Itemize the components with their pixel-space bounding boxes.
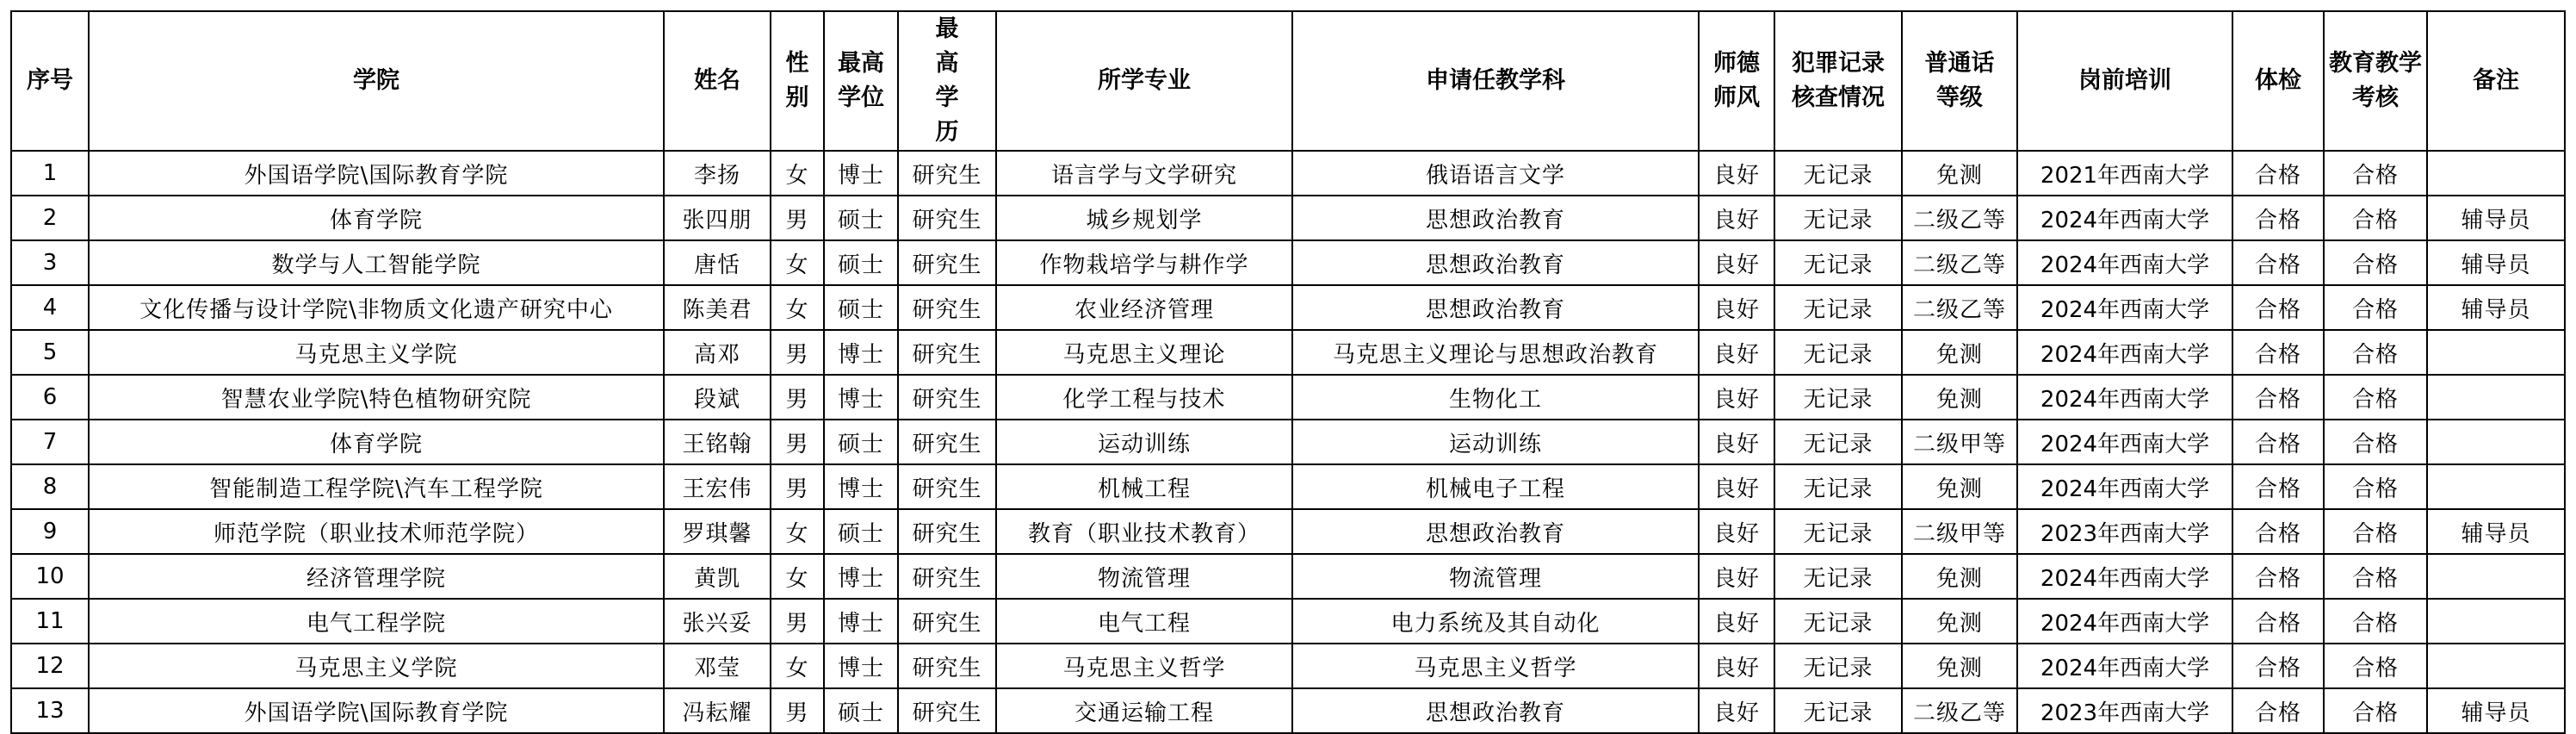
cell-mandarin-level: 二级乙等 xyxy=(1902,196,2017,240)
cell-major: 马克思主义哲学 xyxy=(996,644,1292,688)
cell-physical-exam: 合格 xyxy=(2232,554,2324,599)
cell-mandarin-level: 免测 xyxy=(1902,151,2017,196)
cell-criminal-record-check: 无记录 xyxy=(1774,509,1902,554)
table-row xyxy=(11,375,2565,420)
cell-physical-exam: 合格 xyxy=(2232,196,2324,240)
cell-gender: 女 xyxy=(771,644,824,688)
header-college: 学院 xyxy=(89,11,664,151)
cell-college: 电气工程学院 xyxy=(89,599,664,644)
cell-major: 农业经济管理 xyxy=(996,285,1292,330)
cell-physical-exam: 合格 xyxy=(2232,688,2324,733)
cell-remarks: 辅导员 xyxy=(2427,285,2565,330)
cell-teaching-assessment: 合格 xyxy=(2324,375,2427,420)
cell-ethics: 良好 xyxy=(1699,151,1774,196)
cell-pre-job-training: 2024年西南大学 xyxy=(2017,420,2232,464)
cell-education: 研究生 xyxy=(898,644,996,688)
cell-name: 冯耘耀 xyxy=(664,688,771,733)
cell-major: 交通运输工程 xyxy=(996,688,1292,733)
cell-index: 7 xyxy=(11,420,89,464)
cell-remarks xyxy=(2427,464,2565,509)
cell-education: 研究生 xyxy=(898,688,996,733)
cell-remarks xyxy=(2427,554,2565,599)
cell-pre-job-training: 2024年西南大学 xyxy=(2017,554,2232,599)
cell-physical-exam: 合格 xyxy=(2232,285,2324,330)
cell-gender: 男 xyxy=(771,688,824,733)
cell-physical-exam: 合格 xyxy=(2232,599,2324,644)
table-row xyxy=(11,554,2565,599)
cell-physical-exam: 合格 xyxy=(2232,240,2324,285)
table-row xyxy=(11,644,2565,688)
cell-teaching-assessment: 合格 xyxy=(2324,688,2427,733)
cell-gender: 男 xyxy=(771,196,824,240)
header-remarks: 备注 xyxy=(2427,11,2565,151)
cell-gender: 男 xyxy=(771,375,824,420)
cell-criminal-record-check: 无记录 xyxy=(1774,375,1902,420)
cell-physical-exam: 合格 xyxy=(2232,644,2324,688)
cell-education: 研究生 xyxy=(898,330,996,375)
table-row xyxy=(11,420,2565,464)
cell-gender: 男 xyxy=(771,330,824,375)
cell-major: 电气工程 xyxy=(996,599,1292,644)
cell-mandarin-level: 二级乙等 xyxy=(1902,285,2017,330)
cell-criminal-record-check: 无记录 xyxy=(1774,644,1902,688)
cell-ethics: 良好 xyxy=(1699,644,1774,688)
header-teaching-assessment: 教育教学考核 xyxy=(2324,11,2427,151)
header-ethics: 师德师风 xyxy=(1699,11,1774,151)
cell-college: 体育学院 xyxy=(89,420,664,464)
cell-teaching-subject: 思想政治教育 xyxy=(1292,240,1699,285)
cell-mandarin-level: 二级乙等 xyxy=(1902,240,2017,285)
cell-criminal-record-check: 无记录 xyxy=(1774,151,1902,196)
cell-mandarin-level: 免测 xyxy=(1902,599,2017,644)
cell-teaching-subject: 运动训练 xyxy=(1292,420,1699,464)
roster-table-wrapper xyxy=(10,10,2566,734)
cell-degree: 博士 xyxy=(824,644,898,688)
cell-index: 3 xyxy=(11,240,89,285)
cell-gender: 女 xyxy=(771,509,824,554)
cell-remarks xyxy=(2427,151,2565,196)
cell-major: 物流管理 xyxy=(996,554,1292,599)
cell-name: 罗琪馨 xyxy=(664,509,771,554)
cell-physical-exam: 合格 xyxy=(2232,464,2324,509)
cell-pre-job-training: 2024年西南大学 xyxy=(2017,464,2232,509)
cell-teaching-assessment: 合格 xyxy=(2324,554,2427,599)
cell-name: 张四朋 xyxy=(664,196,771,240)
cell-remarks xyxy=(2427,375,2565,420)
cell-degree: 博士 xyxy=(824,330,898,375)
cell-college: 智能制造工程学院\汽车工程学院 xyxy=(89,464,664,509)
cell-criminal-record-check: 无记录 xyxy=(1774,420,1902,464)
cell-mandarin-level: 免测 xyxy=(1902,330,2017,375)
cell-teaching-assessment: 合格 xyxy=(2324,509,2427,554)
cell-ethics: 良好 xyxy=(1699,509,1774,554)
cell-pre-job-training: 2021年西南大学 xyxy=(2017,151,2232,196)
cell-index: 10 xyxy=(11,554,89,599)
cell-teaching-assessment: 合格 xyxy=(2324,464,2427,509)
cell-mandarin-level: 二级甲等 xyxy=(1902,420,2017,464)
cell-name: 王宏伟 xyxy=(664,464,771,509)
cell-pre-job-training: 2024年西南大学 xyxy=(2017,330,2232,375)
cell-index: 13 xyxy=(11,688,89,733)
table-row xyxy=(11,509,2565,554)
cell-ethics: 良好 xyxy=(1699,285,1774,330)
cell-education: 研究生 xyxy=(898,420,996,464)
cell-college: 师范学院（职业技术师范学院） xyxy=(89,509,664,554)
cell-education: 研究生 xyxy=(898,196,996,240)
cell-education: 研究生 xyxy=(898,375,996,420)
cell-gender: 男 xyxy=(771,420,824,464)
header-major: 所学专业 xyxy=(996,11,1292,151)
cell-mandarin-level: 免测 xyxy=(1902,644,2017,688)
cell-teaching-subject: 电力系统及其自动化 xyxy=(1292,599,1699,644)
table-row xyxy=(11,285,2565,330)
header-physical-exam: 体检 xyxy=(2232,11,2324,151)
cell-index: 12 xyxy=(11,644,89,688)
cell-degree: 博士 xyxy=(824,554,898,599)
cell-gender: 男 xyxy=(771,599,824,644)
cell-name: 陈美君 xyxy=(664,285,771,330)
cell-degree: 硕士 xyxy=(824,509,898,554)
cell-remarks xyxy=(2427,330,2565,375)
cell-criminal-record-check: 无记录 xyxy=(1774,196,1902,240)
cell-physical-exam: 合格 xyxy=(2232,330,2324,375)
cell-education: 研究生 xyxy=(898,151,996,196)
cell-mandarin-level: 免测 xyxy=(1902,554,2017,599)
cell-teaching-assessment: 合格 xyxy=(2324,599,2427,644)
cell-pre-job-training: 2024年西南大学 xyxy=(2017,375,2232,420)
cell-physical-exam: 合格 xyxy=(2232,420,2324,464)
cell-index: 4 xyxy=(11,285,89,330)
cell-ethics: 良好 xyxy=(1699,240,1774,285)
header-index: 序号 xyxy=(11,11,89,151)
cell-ethics: 良好 xyxy=(1699,599,1774,644)
cell-pre-job-training: 2024年西南大学 xyxy=(2017,644,2232,688)
cell-mandarin-level: 二级甲等 xyxy=(1902,509,2017,554)
cell-ethics: 良好 xyxy=(1699,196,1774,240)
header-mandarin-level: 普通话等级 xyxy=(1902,11,2017,151)
cell-college: 经济管理学院 xyxy=(89,554,664,599)
cell-pre-job-training: 2024年西南大学 xyxy=(2017,196,2232,240)
cell-teaching-subject: 思想政治教育 xyxy=(1292,285,1699,330)
cell-education: 研究生 xyxy=(898,509,996,554)
cell-degree: 硕士 xyxy=(824,688,898,733)
table-row xyxy=(11,464,2565,509)
cell-index: 11 xyxy=(11,599,89,644)
table-body xyxy=(11,151,2565,733)
cell-criminal-record-check: 无记录 xyxy=(1774,599,1902,644)
cell-index: 5 xyxy=(11,330,89,375)
cell-name: 唐恬 xyxy=(664,240,771,285)
table-row xyxy=(11,151,2565,196)
cell-major: 作物栽培学与耕作学 xyxy=(996,240,1292,285)
cell-degree: 硕士 xyxy=(824,285,898,330)
cell-index: 9 xyxy=(11,509,89,554)
cell-teaching-assessment: 合格 xyxy=(2324,420,2427,464)
cell-teaching-assessment: 合格 xyxy=(2324,240,2427,285)
cell-major: 城乡规划学 xyxy=(996,196,1292,240)
cell-degree: 硕士 xyxy=(824,420,898,464)
cell-gender: 女 xyxy=(771,554,824,599)
cell-college: 马克思主义学院 xyxy=(89,330,664,375)
cell-teaching-assessment: 合格 xyxy=(2324,151,2427,196)
cell-education: 研究生 xyxy=(898,554,996,599)
cell-teaching-assessment: 合格 xyxy=(2324,196,2427,240)
cell-criminal-record-check: 无记录 xyxy=(1774,240,1902,285)
cell-physical-exam: 合格 xyxy=(2232,151,2324,196)
cell-college: 文化传播与设计学院\非物质文化遗产研究中心 xyxy=(89,285,664,330)
cell-degree: 硕士 xyxy=(824,240,898,285)
cell-physical-exam: 合格 xyxy=(2232,375,2324,420)
cell-remarks xyxy=(2427,644,2565,688)
cell-major: 化学工程与技术 xyxy=(996,375,1292,420)
cell-ethics: 良好 xyxy=(1699,420,1774,464)
cell-education: 研究生 xyxy=(898,599,996,644)
cell-college: 马克思主义学院 xyxy=(89,644,664,688)
cell-remarks: 辅导员 xyxy=(2427,688,2565,733)
cell-education: 研究生 xyxy=(898,285,996,330)
cell-ethics: 良好 xyxy=(1699,464,1774,509)
table-row xyxy=(11,240,2565,285)
cell-criminal-record-check: 无记录 xyxy=(1774,554,1902,599)
cell-remarks: 辅导员 xyxy=(2427,509,2565,554)
cell-physical-exam: 合格 xyxy=(2232,509,2324,554)
cell-major: 教育（职业技术教育） xyxy=(996,509,1292,554)
cell-index: 1 xyxy=(11,151,89,196)
cell-gender: 男 xyxy=(771,464,824,509)
cell-teaching-subject: 思想政治教育 xyxy=(1292,509,1699,554)
cell-name: 邓莹 xyxy=(664,644,771,688)
cell-degree: 博士 xyxy=(824,464,898,509)
cell-degree: 硕士 xyxy=(824,196,898,240)
cell-gender: 女 xyxy=(771,285,824,330)
cell-teaching-subject: 思想政治教育 xyxy=(1292,688,1699,733)
cell-criminal-record-check: 无记录 xyxy=(1774,330,1902,375)
cell-college: 外国语学院\国际教育学院 xyxy=(89,688,664,733)
cell-teaching-subject: 物流管理 xyxy=(1292,554,1699,599)
cell-remarks xyxy=(2427,599,2565,644)
cell-education: 研究生 xyxy=(898,464,996,509)
cell-pre-job-training: 2024年西南大学 xyxy=(2017,240,2232,285)
cell-ethics: 良好 xyxy=(1699,554,1774,599)
cell-ethics: 良好 xyxy=(1699,375,1774,420)
cell-gender: 女 xyxy=(771,240,824,285)
cell-ethics: 良好 xyxy=(1699,688,1774,733)
table-header-row xyxy=(11,11,2565,151)
cell-name: 高邓 xyxy=(664,330,771,375)
cell-major: 运动训练 xyxy=(996,420,1292,464)
header-name: 姓名 xyxy=(664,11,771,151)
cell-teaching-subject: 机械电子工程 xyxy=(1292,464,1699,509)
header-gender: 性别 xyxy=(771,11,824,151)
cell-teaching-subject: 马克思主义哲学 xyxy=(1292,644,1699,688)
cell-teaching-subject: 生物化工 xyxy=(1292,375,1699,420)
cell-criminal-record-check: 无记录 xyxy=(1774,464,1902,509)
cell-index: 2 xyxy=(11,196,89,240)
cell-college: 智慧农业学院\特色植物研究院 xyxy=(89,375,664,420)
cell-name: 段斌 xyxy=(664,375,771,420)
cell-name: 李扬 xyxy=(664,151,771,196)
cell-teaching-assessment: 合格 xyxy=(2324,644,2427,688)
cell-degree: 博士 xyxy=(824,599,898,644)
header-pre-job-training: 岗前培训 xyxy=(2017,11,2232,151)
cell-major: 机械工程 xyxy=(996,464,1292,509)
cell-pre-job-training: 2023年西南大学 xyxy=(2017,688,2232,733)
cell-teaching-subject: 俄语语言文学 xyxy=(1292,151,1699,196)
cell-major: 马克思主义理论 xyxy=(996,330,1292,375)
header-education: 最高学历 xyxy=(898,11,996,151)
cell-criminal-record-check: 无记录 xyxy=(1774,285,1902,330)
cell-education: 研究生 xyxy=(898,240,996,285)
table-row xyxy=(11,196,2565,240)
cell-pre-job-training: 2024年西南大学 xyxy=(2017,285,2232,330)
cell-remarks xyxy=(2427,420,2565,464)
cell-gender: 女 xyxy=(771,151,824,196)
cell-teaching-assessment: 合格 xyxy=(2324,285,2427,330)
table-row xyxy=(11,330,2565,375)
cell-criminal-record-check: 无记录 xyxy=(1774,688,1902,733)
cell-pre-job-training: 2023年西南大学 xyxy=(2017,509,2232,554)
cell-college: 数学与人工智能学院 xyxy=(89,240,664,285)
cell-college: 外国语学院\国际教育学院 xyxy=(89,151,664,196)
cell-ethics: 良好 xyxy=(1699,330,1774,375)
cell-mandarin-level: 二级乙等 xyxy=(1902,688,2017,733)
cell-teaching-subject: 思想政治教育 xyxy=(1292,196,1699,240)
cell-degree: 博士 xyxy=(824,151,898,196)
cell-pre-job-training: 2024年西南大学 xyxy=(2017,599,2232,644)
cell-teaching-subject: 马克思主义理论与思想政治教育 xyxy=(1292,330,1699,375)
cell-remarks: 辅导员 xyxy=(2427,240,2565,285)
cell-name: 张兴妥 xyxy=(664,599,771,644)
cell-college: 体育学院 xyxy=(89,196,664,240)
cell-degree: 博士 xyxy=(824,375,898,420)
cell-remarks: 辅导员 xyxy=(2427,196,2565,240)
cell-mandarin-level: 免测 xyxy=(1902,464,2017,509)
cell-index: 6 xyxy=(11,375,89,420)
cell-index: 8 xyxy=(11,464,89,509)
cell-major: 语言学与文学研究 xyxy=(996,151,1292,196)
header-criminal-record-check: 犯罪记录核查情况 xyxy=(1774,11,1902,151)
table-row xyxy=(11,599,2565,644)
table-row xyxy=(11,688,2565,733)
cell-name: 黄凯 xyxy=(664,554,771,599)
cell-teaching-assessment: 合格 xyxy=(2324,330,2427,375)
header-degree: 最高学位 xyxy=(824,11,898,151)
header-teaching-subject: 申请任教学科 xyxy=(1292,11,1699,151)
cell-mandarin-level: 免测 xyxy=(1902,375,2017,420)
cell-name: 王铭翰 xyxy=(664,420,771,464)
teacher-qualification-table xyxy=(10,10,2566,734)
